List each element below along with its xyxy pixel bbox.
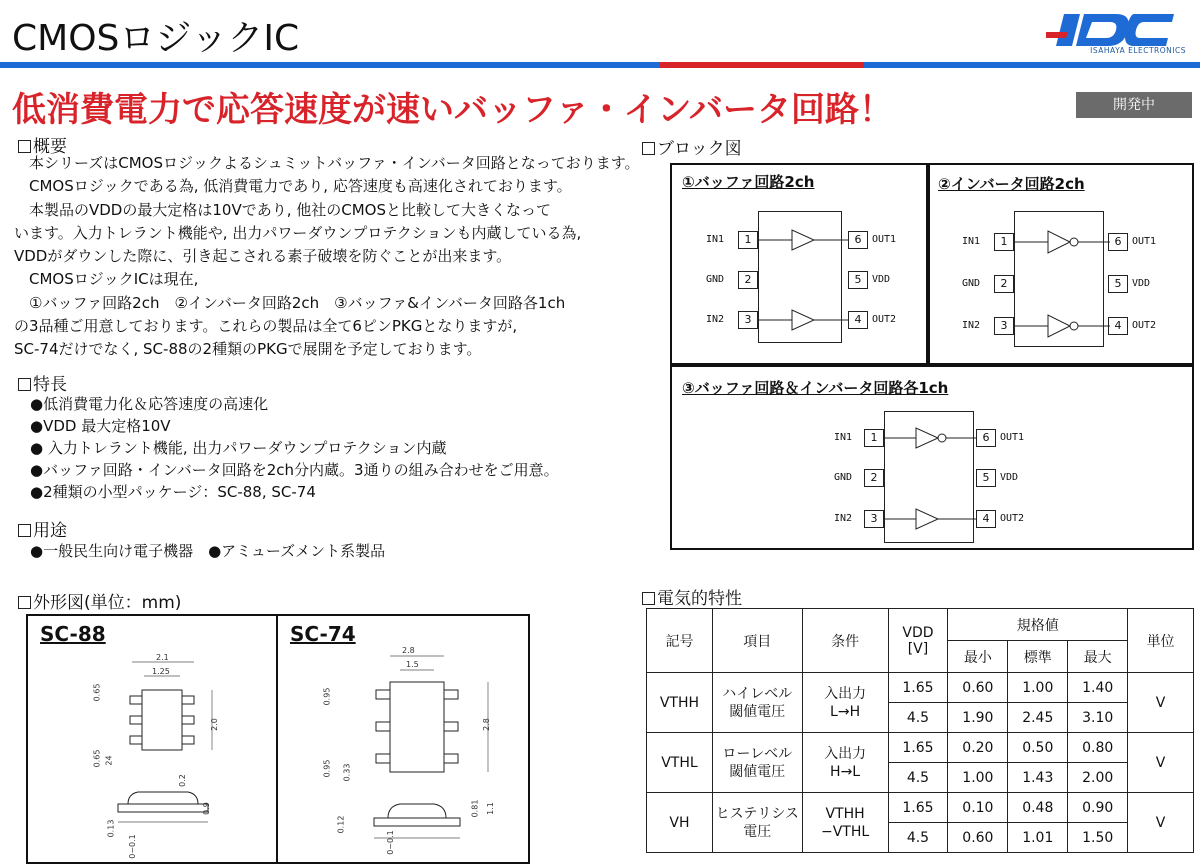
sc74-dim: 0.81 xyxy=(470,799,480,818)
header-cell: 最小 xyxy=(948,641,1008,673)
buffer-inverter-symbols xyxy=(884,411,976,543)
pin-label-vdd: VDD xyxy=(872,274,891,285)
header-cell: 条件 xyxy=(802,609,888,673)
pin-4: 4 xyxy=(1108,317,1128,335)
overview-line: 本製品のVDDの最大定格は10Vであり, 他社のCMOSと比較して大きくなって xyxy=(14,200,551,219)
table-cell: 1.43 xyxy=(1008,763,1068,793)
uses-line: ●一般民生向け電子機器 ●アミューズメント系製品 xyxy=(30,542,386,560)
table-cell: ヒステリシス 電圧 xyxy=(712,793,802,853)
pin-3: 3 xyxy=(864,510,884,528)
pin-label-in1: IN1 xyxy=(706,234,725,245)
table-cell: 2.45 xyxy=(1008,703,1068,733)
sc74-dim: 0.33 xyxy=(342,763,352,782)
pin-5: 5 xyxy=(848,271,868,289)
table-cell: 0.60 xyxy=(948,823,1008,853)
pin-label-in2: IN2 xyxy=(962,320,981,331)
overview-line: の3品種ご用意しております。これらの製品は全て6ピンPKGとなりますが, xyxy=(14,317,518,336)
pin-label-vdd: VDD xyxy=(1132,278,1151,289)
pin-label-out1: OUT1 xyxy=(1132,236,1157,247)
sc88-dim: 24 xyxy=(104,755,114,766)
table-cell: 4.5 xyxy=(888,703,948,733)
pin-5: 5 xyxy=(1108,275,1128,293)
table-cell: 0.60 xyxy=(948,673,1008,703)
pin-label-gnd: GND xyxy=(962,278,981,289)
pin-2: 2 xyxy=(994,275,1014,293)
sc88-dim: 2.0 xyxy=(209,718,219,731)
table-cell: 0.48 xyxy=(1008,793,1068,823)
table-cell: 0.10 xyxy=(948,793,1008,823)
table-cell: 1.01 xyxy=(1008,823,1068,853)
pin-2: 2 xyxy=(864,469,884,487)
sc74-dim: 0.95 xyxy=(322,759,332,778)
pin-5: 5 xyxy=(976,469,996,487)
sc74-dim: 2.8 xyxy=(402,646,415,655)
outline-frame xyxy=(26,614,530,864)
table-cell: 4.5 xyxy=(888,763,948,793)
pin-label-in1: IN1 xyxy=(962,236,981,247)
overview-line: ①バッファ回路2ch ②インバータ回路2ch ③バッファ&インバータ回路各1ch xyxy=(14,293,566,312)
table-cell: 2.00 xyxy=(1068,763,1128,793)
pin-3: 3 xyxy=(738,311,758,329)
pin-label-in1: IN1 xyxy=(834,432,853,443)
feature-item: ●バッファ回路・インバータ回路を2ch分内蔵。3通りの組み合わせをご用意。 xyxy=(30,461,559,479)
table-cell: 4.5 xyxy=(888,823,948,853)
header-cell: 項目 xyxy=(712,609,802,673)
pin-label-out1: OUT1 xyxy=(1000,432,1025,443)
table-cell: VTHH xyxy=(647,673,713,733)
header-rule xyxy=(0,62,1200,68)
diagram-buffer-inverter xyxy=(670,365,1194,550)
table-cell: VTHH −VTHL xyxy=(802,793,888,853)
sc88-dim: 0.2 xyxy=(177,774,187,787)
checkbox-icon xyxy=(642,592,655,605)
header-cell: 最大 xyxy=(1068,641,1128,673)
electrical-heading: 電気的特性 xyxy=(642,584,742,609)
electrical-table xyxy=(646,608,1194,853)
pin-1: 1 xyxy=(994,233,1014,251)
feature-item: ●2種類の小型パッケージ：SC-88, SC-74 xyxy=(30,483,316,501)
sc74-dim: 1.5 xyxy=(406,660,419,669)
overview-line: CMOSロジックである為, 低消費電力であり, 応答速度も高速化されております。 xyxy=(14,177,572,196)
sc88-drawing xyxy=(98,652,228,852)
pin-2: 2 xyxy=(738,271,758,289)
overview-line: VDDがダウンした際に、引き起こされる素子破壊を防ぐことが出来ます。 xyxy=(14,247,512,266)
feature-item: ● 入力トレラント機能, 出力パワーダウンプロテクション内蔵 xyxy=(30,439,447,457)
pin-6: 6 xyxy=(1108,233,1128,251)
overview-text xyxy=(14,152,640,362)
pin-label-out2: OUT2 xyxy=(1132,320,1157,331)
table-cell: ローレベル 閾値電圧 xyxy=(712,733,802,793)
table-cell: 1.65 xyxy=(888,673,948,703)
inverter-symbols xyxy=(1014,211,1110,347)
table-cell: 1.50 xyxy=(1068,823,1128,853)
headline: 低消費電力で応答速度が速いバッファ・インバータ回路！ xyxy=(12,90,893,130)
table-cell: 3.10 xyxy=(1068,703,1128,733)
sc88-name: SC-88 xyxy=(40,622,106,646)
diagram-title: ③バッファ回路＆インバータ回路各1ch xyxy=(682,379,949,397)
buffer-symbols xyxy=(758,211,848,343)
status-badge: 開発中 xyxy=(1076,92,1192,118)
sc74-name: SC-74 xyxy=(290,622,356,646)
pin-label-in2: IN2 xyxy=(706,314,725,325)
pin-label-gnd: GND xyxy=(834,472,853,483)
table-cell: 1.00 xyxy=(948,763,1008,793)
pin-1: 1 xyxy=(864,429,884,447)
sc88-dim: 0~0.1 xyxy=(127,834,137,859)
pin-label-out2: OUT2 xyxy=(872,314,897,325)
overview-line: 本シリーズはCMOSロジックよるシュミットバッファ・インバータ回路となっております。 xyxy=(14,154,640,172)
checkbox-icon xyxy=(18,596,31,609)
logo-subtext: ISAHAYA ELECTRONICS xyxy=(1090,46,1186,55)
table-cell: V xyxy=(1128,793,1194,853)
table-cell: 0.80 xyxy=(1068,733,1128,763)
features-heading: 特長 xyxy=(18,370,67,395)
diagram-inverter-2ch xyxy=(928,163,1194,365)
table-cell: 1.90 xyxy=(948,703,1008,733)
sc88-dim: 0.65 xyxy=(92,749,102,768)
outline-heading: 外形図(単位：mm) xyxy=(18,588,181,613)
header-cell: 単位 xyxy=(1128,609,1194,673)
checkbox-icon xyxy=(18,524,31,537)
pin-label-vdd: VDD xyxy=(1000,472,1019,483)
table-cell: 入出力 L→H xyxy=(802,673,888,733)
overview-heading: 概要 xyxy=(18,132,67,157)
sc74-dim: 1.1 xyxy=(485,802,495,815)
diagram-title: ②インバータ回路2ch xyxy=(938,175,1085,193)
pin-label-in2: IN2 xyxy=(834,513,853,524)
table-cell: VTHL xyxy=(647,733,713,793)
sc88-dim: 0.9 xyxy=(201,802,211,815)
pin-1: 1 xyxy=(738,231,758,249)
table-cell: 1.65 xyxy=(888,793,948,823)
sc74-dim: 0.95 xyxy=(322,687,332,706)
sc88-dim: 2.1 xyxy=(156,653,169,662)
header-cell: 記号 xyxy=(647,609,713,673)
uses-text xyxy=(30,540,385,562)
table-cell: 0.20 xyxy=(948,733,1008,763)
header-cell: VDD [V] xyxy=(888,609,948,673)
divider xyxy=(276,616,278,862)
feature-item: ●低消費電力化＆応答速度の高速化 xyxy=(30,395,269,413)
page-title: CMOSロジックIC xyxy=(12,18,300,59)
table-cell: VH xyxy=(647,793,713,853)
table-cell: 1.40 xyxy=(1068,673,1128,703)
sc74-dim: 0.12 xyxy=(336,815,346,834)
sc88-dim: 1.25 xyxy=(152,667,170,676)
header-cell: 規格値 xyxy=(948,609,1128,641)
checkbox-icon xyxy=(642,142,655,155)
pin-label-out2: OUT2 xyxy=(1000,513,1025,524)
table-cell: 0.50 xyxy=(1008,733,1068,763)
feature-item: ●VDD 最大定格10V xyxy=(30,417,171,435)
table-cell: 1.65 xyxy=(888,733,948,763)
sc88-dim: 0.65 xyxy=(92,683,102,702)
sc88-dim: 0.13 xyxy=(106,819,116,838)
pin-6: 6 xyxy=(976,429,996,447)
pin-6: 6 xyxy=(848,231,868,249)
table-cell: V xyxy=(1128,673,1194,733)
sc74-drawing xyxy=(338,646,508,856)
diagram-title: ①バッファ回路2ch xyxy=(682,173,815,191)
header-cell: 標準 xyxy=(1008,641,1068,673)
overview-line: SC-74だけでなく, SC-88の2種類のPKGで展開を予定しております。 xyxy=(14,340,482,359)
uses-heading: 用途 xyxy=(18,516,67,541)
table-cell: 0.90 xyxy=(1068,793,1128,823)
pin-label-out1: OUT1 xyxy=(872,234,897,245)
pin-3: 3 xyxy=(994,317,1014,335)
table-cell: V xyxy=(1128,733,1194,793)
overview-line: CMOSロジックICは現在, xyxy=(14,270,199,289)
table-cell: ハイレベル 閾値電圧 xyxy=(712,673,802,733)
overview-line: います。入力トレラント機能や, 出力パワーダウンプロテクションも内蔵している為, xyxy=(14,223,582,242)
sc74-dim: 2.8 xyxy=(481,718,491,731)
block-diagram-heading: ブロック図 xyxy=(642,134,742,159)
checkbox-icon xyxy=(18,378,31,391)
pin-4: 4 xyxy=(976,510,996,528)
pin-4: 4 xyxy=(848,311,868,329)
features-list xyxy=(30,393,559,503)
pin-label-gnd: GND xyxy=(706,274,725,285)
table-cell: 1.00 xyxy=(1008,673,1068,703)
diagram-buffer-2ch xyxy=(670,163,928,365)
table-cell: 入出力 H→L xyxy=(802,733,888,793)
sc74-dim: 0~0.1 xyxy=(385,830,395,855)
